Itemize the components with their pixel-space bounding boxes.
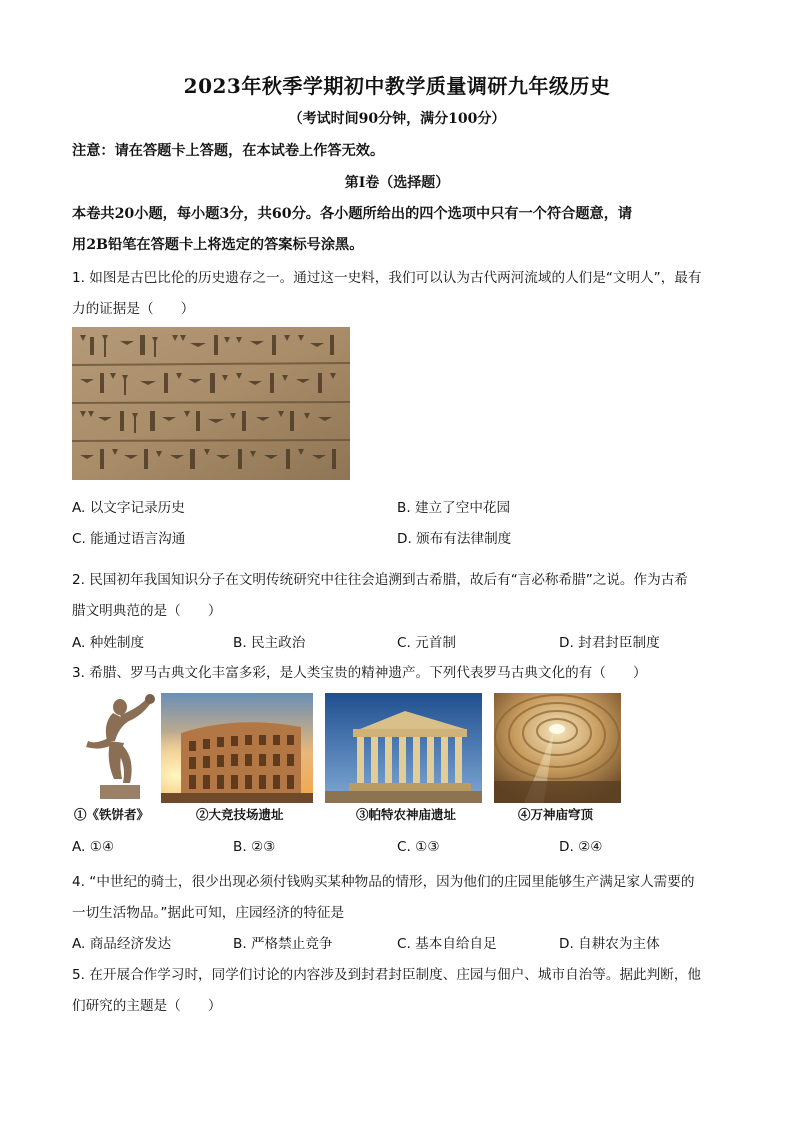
q3-caption-4: ④万神庙穹顶 [518,807,594,822]
q4-option-c: C. 基本自给自足 [397,936,497,952]
q2-option-a: A. 种姓制度 [72,635,145,651]
q3-caption-3: ③帕特农神庙遗址 [356,807,457,822]
q1-stem-line-1: 1. 如图是古巴比伦的历史遗存之一。通过这一史料，我们可以认为古代两河流域的人们是“文明人”，最有 [72,270,702,286]
q1-option-d: D. 颁布有法律制度 [397,531,512,547]
q4-stem-line-1: 4. “中世纪的骑士，很少出现必须付钱购买某种物品的情形，因为他们的庄园里能够生产满足家人需要的 [72,874,695,890]
q1-option-c: C. 能通过语言沟通 [72,531,186,547]
q2-option-d: D. 封君封臣制度 [559,635,660,651]
q3-option-b: B. ②③ [233,839,276,855]
q3-option-d: D. ②④ [559,839,603,855]
colosseum-image [161,693,313,803]
q4-option-a: A. 商品经济发达 [72,936,172,952]
cuneiform-tablet-image [72,327,350,480]
q3-caption-1: ①《铁饼者》 [74,807,150,822]
section-heading: 第Ⅰ卷（选择题） [344,175,450,191]
instructions-line-1: 本卷共20小题，每小题3分，共60分。各小题所给出的四个选项中只有一个符合题意，请 [72,206,633,222]
q3-caption-2: ②大竞技场遗址 [196,807,284,822]
exam-subtitle: （考试时间90分钟，满分100分） [288,111,506,127]
instructions-line-2: 用2B铅笔在答题卡上将选定的答案标号涂黑。 [72,237,364,253]
q1-option-b: B. 建立了空中花园 [397,500,511,516]
notice: 注意：请在答题卡上答题，在本试卷上作答无效。 [72,143,385,159]
q4-option-b: B. 严格禁止竞争 [233,936,333,952]
q5-stem-line-2: 们研究的主题是（ ） [72,998,222,1014]
q3-stem-line-1: 3. 希腊、罗马古典文化丰富多彩，是人类宝贵的精神遗产。下列代表罗马古典文化的有（ ） [72,665,647,681]
q4-option-d: D. 自耕农为主体 [559,936,660,952]
q1-stem-line-2: 力的证据是（ ） [72,301,195,317]
q3-option-a: A. ①④ [72,839,115,855]
discobolus-statue-image [80,693,156,803]
q2-option-b: B. 民主政治 [233,635,306,651]
parthenon-image [325,693,482,803]
q2-option-c: C. 元首制 [397,635,456,651]
q4-stem-line-2: 一切生活物品。”据此可知，庄园经济的特征是 [72,905,345,921]
pantheon-dome-image [494,693,621,803]
q3-option-c: C. ①③ [397,839,440,855]
exam-title: 2023年秋季学期初中教学质量调研九年级历史 [183,74,611,98]
q5-stem-line-1: 5. 在开展合作学习时，同学们讨论的内容涉及到封君封臣制度、庄园与佃户、城市自治等。据此判断，他 [72,967,702,983]
q1-option-a: A. 以文字记录历史 [72,500,185,516]
q2-stem-line-2: 腊文明典范的是（ ） [72,603,222,619]
q2-stem-line-1: 2. 民国初年我国知识分子在文明传统研究中往往会追溯到古希腊，故后有“言必称希腊”之说。作为古希 [72,572,688,588]
